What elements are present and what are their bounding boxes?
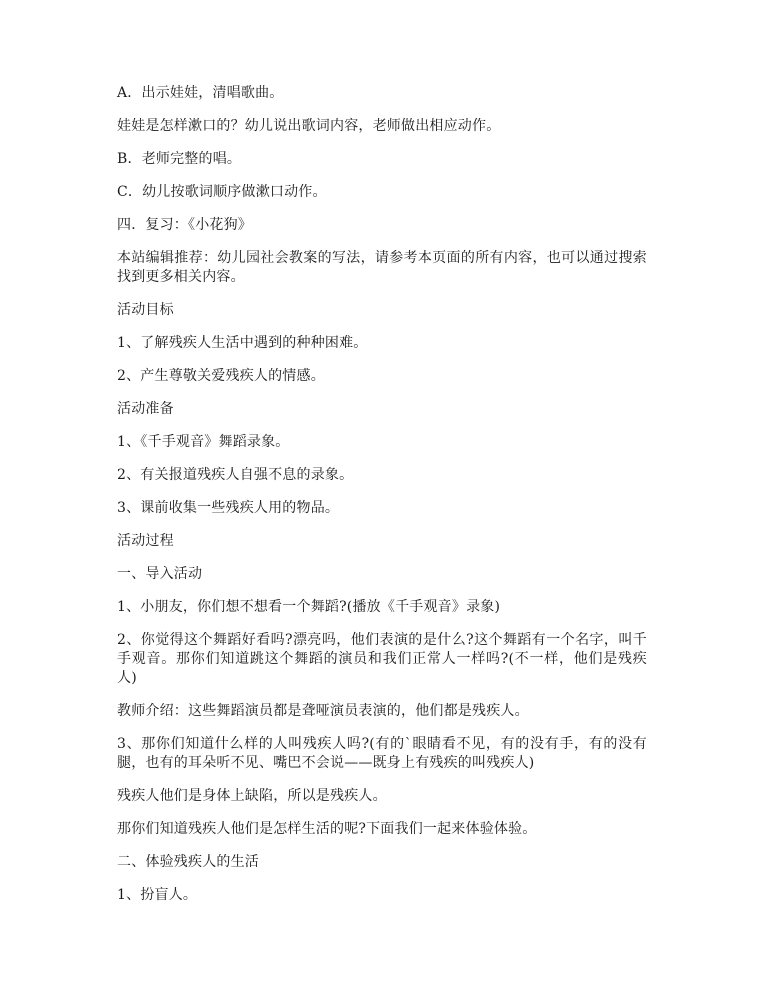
heading-intro-activity: 一、导入活动 — [117, 566, 203, 582]
paragraph-transition: 那你们知道残疾人他们是怎样生活的呢?下面我们一起来体验体验。 — [117, 821, 537, 837]
list-item: 1、了解残疾人生活中遇到的种种困难。 — [117, 335, 368, 351]
heading-experience: 二、体验残疾人的生活 — [117, 854, 259, 870]
paragraph-song-intro: A．出示娃娃，清唱歌曲。 — [117, 85, 284, 101]
list-item: 1、《千手观音》舞蹈录象。 — [117, 434, 290, 450]
paragraph-teacher-intro: 教师介绍：这些舞蹈演员都是聋哑演员表演的，他们都是残疾人。 — [117, 703, 529, 719]
paragraph-children-act: C．幼儿按歌词顺序做漱口动作。 — [117, 184, 327, 200]
paragraph-editor-note: 本站编辑推荐：幼儿园社会教案的写法，请参考本页面的所有内容，也可以通过搜索找到更多相关内容。 — [117, 250, 647, 285]
heading-activity-prep: 活动准备 — [117, 401, 174, 417]
list-item: 3、那你们知道什么样的人叫残疾人吗?(有的`眼睛看不见，有的没有手，有的没有腿，也有的耳朵听不见、嘴巴不会说——既身上有残疾的叫残疾人) — [117, 736, 647, 771]
heading-activity-process: 活动过程 — [117, 533, 174, 549]
paragraph-definition: 残疾人他们是身体上缺陷，所以是残疾人。 — [117, 788, 387, 804]
paragraph-rinse-question: 娃娃是怎样漱口的？幼儿说出歌词内容，老师做出相应动作。 — [117, 118, 501, 134]
list-item: 3、课前收集一些残疾人用的物品。 — [117, 500, 340, 516]
list-item: 2、有关报道残疾人自强不息的录象。 — [117, 467, 354, 483]
paragraph-review: 四．复习：《小花狗》 — [117, 217, 252, 233]
paragraph-teacher-sings: B．老师完整的唱。 — [117, 151, 242, 167]
list-item: 1、扮盲人。 — [117, 887, 198, 903]
list-item: 2、你觉得这个舞蹈好看吗?漂亮吗，他们表演的是什么?这个舞蹈有一个名字，叫千手观音。那你们知道跳这个舞蹈的演员和我们正常人一样吗?(不一样，他们是残疾人) — [117, 632, 647, 686]
document-body — [117, 84, 647, 919]
list-item: 2、产生尊敬关爱残疾人的情感。 — [117, 368, 325, 384]
heading-activity-goals: 活动目标 — [117, 302, 174, 318]
list-item: 1、小朋友，你们想不想看一个舞蹈?(播放《千手观音》录象) — [117, 599, 501, 615]
